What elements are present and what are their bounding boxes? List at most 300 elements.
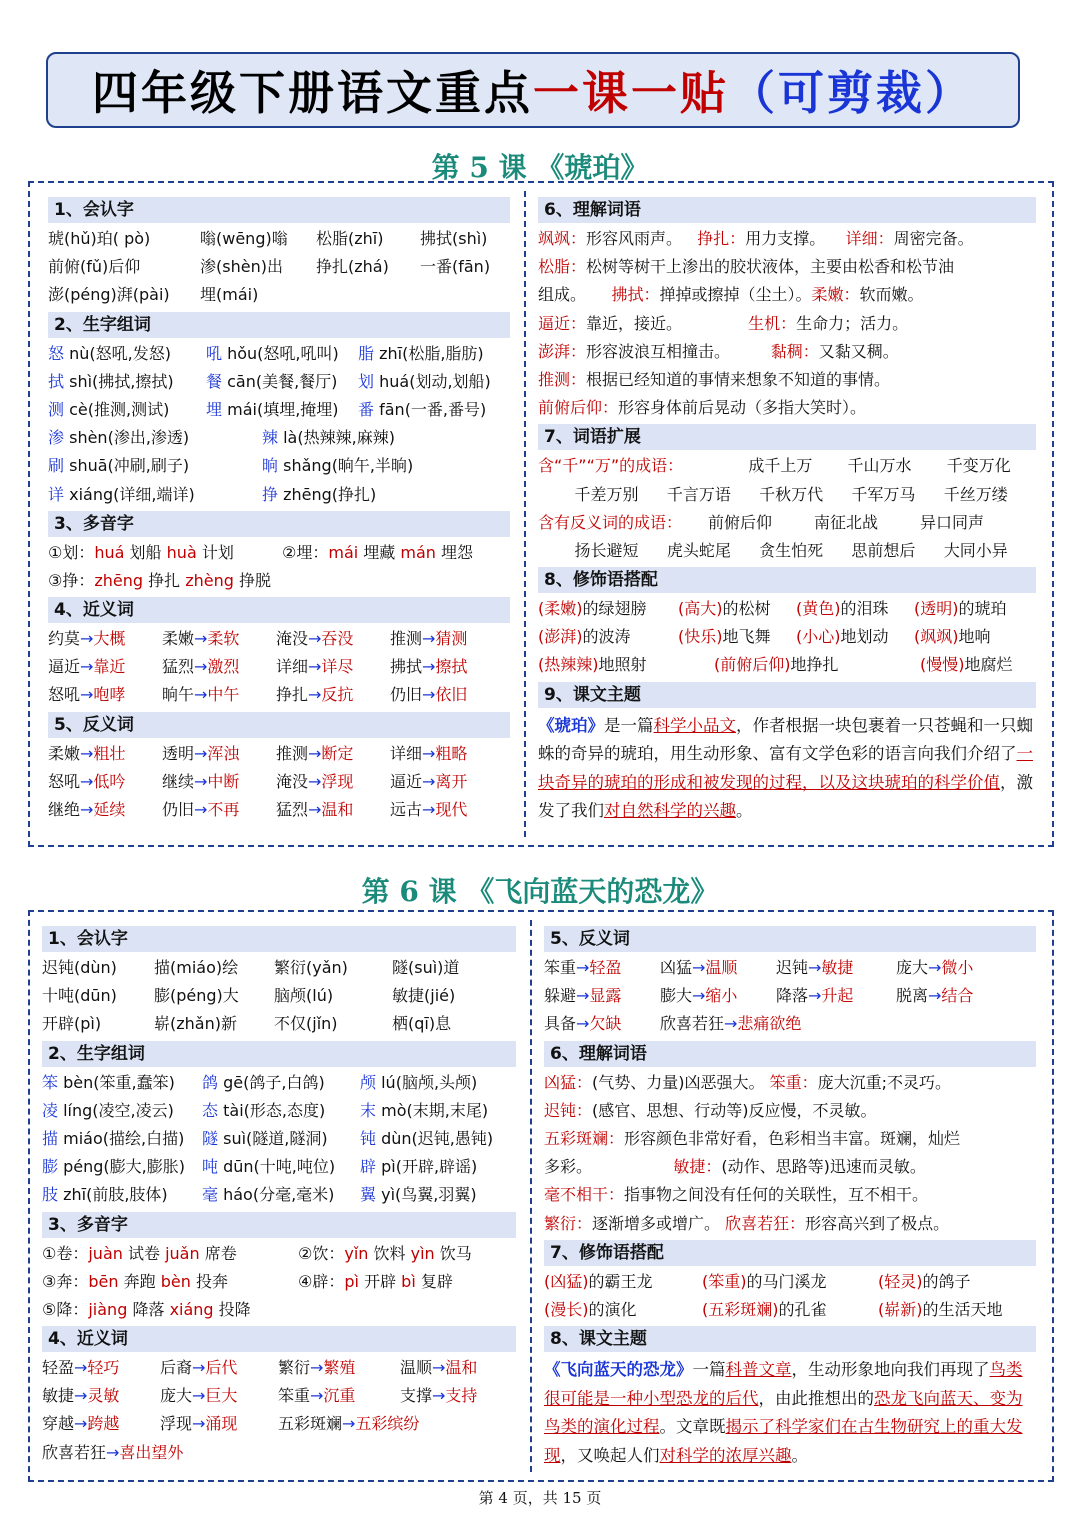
arrow-icon: → bbox=[576, 986, 590, 1006]
idiom: 前俯后仰 bbox=[708, 512, 773, 532]
arrow-icon: → bbox=[80, 629, 94, 649]
char: 餐 bbox=[206, 371, 223, 391]
pair-word: 繁殖 bbox=[323, 1358, 356, 1378]
arrow-icon: → bbox=[422, 771, 436, 791]
word-pair bbox=[776, 954, 896, 982]
char-words: suì(隧道,隧洞) bbox=[223, 1128, 328, 1148]
arrow-icon: → bbox=[422, 743, 436, 763]
arrow-icon: → bbox=[80, 657, 94, 677]
pair-word: 轻巧 bbox=[87, 1358, 120, 1378]
char: 态 bbox=[202, 1100, 219, 1120]
char: 划 bbox=[358, 371, 375, 391]
modifier: (小心) bbox=[796, 627, 841, 647]
char-words: hǒu(怒吼,吼叫) bbox=[227, 343, 339, 363]
char-group bbox=[360, 1153, 510, 1181]
definition-part: 繁衍： bbox=[544, 1213, 593, 1233]
word-pair bbox=[390, 768, 508, 796]
arrow-icon: → bbox=[576, 958, 590, 977]
word-pair bbox=[42, 1410, 160, 1438]
char-words: tài(形态,态度) bbox=[223, 1100, 326, 1120]
char-words: shì(拂拭,擦拭) bbox=[69, 371, 174, 391]
char-group bbox=[48, 396, 206, 424]
word-pair bbox=[544, 954, 660, 982]
word: 继绝 bbox=[48, 800, 81, 819]
word-pair bbox=[276, 681, 390, 709]
word: 脱离 bbox=[896, 986, 929, 1006]
modifier: (轻灵) bbox=[878, 1271, 923, 1291]
noun: 的演化 bbox=[588, 1299, 637, 1319]
pinyin: yǐn bbox=[344, 1243, 369, 1263]
word-pair bbox=[390, 653, 508, 681]
modifier-pair bbox=[920, 651, 1036, 679]
arrow-icon: → bbox=[928, 958, 942, 977]
arrow-icon: → bbox=[192, 1414, 206, 1434]
char-group bbox=[48, 424, 262, 452]
arrow-icon: → bbox=[808, 958, 822, 977]
definition-part: 指事物之间没有任何的关联性，互不相干。 bbox=[624, 1185, 929, 1205]
definition-part: 多彩。 bbox=[544, 1157, 674, 1177]
text-row bbox=[538, 366, 1036, 394]
word-pair bbox=[660, 982, 776, 1010]
text-row bbox=[544, 1153, 1036, 1181]
char: 番 bbox=[358, 399, 375, 419]
definition-part: 逼近： bbox=[538, 313, 587, 333]
text-row bbox=[544, 1097, 1036, 1125]
text-row bbox=[544, 982, 1036, 1010]
word: 柔嫩 bbox=[48, 743, 81, 763]
text-row bbox=[538, 651, 1036, 679]
idiom: 千山万水 bbox=[847, 456, 912, 476]
word: 透明 bbox=[162, 743, 195, 763]
char-group bbox=[262, 424, 502, 452]
char: 晌 bbox=[262, 456, 279, 476]
pair-word: 擦拭 bbox=[435, 657, 468, 677]
modifier-pair bbox=[538, 651, 714, 679]
definition-part: 逐渐增多或增广。 bbox=[592, 1213, 726, 1233]
word-with-pinyin: 迟钝(dùn) bbox=[42, 958, 117, 977]
char: 测 bbox=[48, 399, 65, 419]
word: 推测 bbox=[390, 629, 423, 649]
arrow-icon: → bbox=[74, 1386, 88, 1406]
text-row bbox=[42, 1125, 516, 1153]
arrow-icon: → bbox=[432, 1386, 446, 1406]
pinyin: juàn bbox=[88, 1243, 123, 1263]
theme-text: 。文章既 bbox=[659, 1417, 726, 1437]
noun: 的孔雀 bbox=[778, 1299, 827, 1319]
noun: 的松树 bbox=[722, 599, 771, 619]
word: 淹没 bbox=[276, 771, 309, 791]
section-head: 2、生字组词 bbox=[42, 1041, 516, 1067]
modifier-pair bbox=[878, 1296, 1028, 1324]
definition-part: (动作、思路等)迅速而灵敏。 bbox=[721, 1157, 926, 1177]
char-words: dùn(迟钝,愚钝) bbox=[381, 1128, 494, 1148]
idiom-category: 含有反义词的成语： bbox=[538, 512, 683, 532]
polyphone-group bbox=[282, 539, 510, 567]
idiom: 千差万别 bbox=[574, 484, 639, 504]
text-row bbox=[48, 653, 510, 681]
word-pair bbox=[278, 1382, 400, 1410]
char-group bbox=[206, 340, 358, 368]
modifier-pair bbox=[538, 623, 678, 651]
word: 仍旧 bbox=[390, 685, 423, 705]
arrow-icon: → bbox=[724, 1014, 738, 1034]
char: 详 bbox=[48, 484, 65, 504]
text-row bbox=[42, 1354, 516, 1382]
arrow-icon: → bbox=[692, 958, 706, 977]
pair-word: 粗略 bbox=[435, 743, 468, 763]
arrow-icon: → bbox=[342, 1414, 356, 1434]
text-row bbox=[42, 1010, 516, 1038]
modifier-pair bbox=[538, 595, 678, 623]
polyphone-label: ③挣： bbox=[48, 570, 95, 590]
char-group bbox=[48, 481, 262, 509]
text-row bbox=[42, 1296, 516, 1324]
definition-part: 组成。 bbox=[538, 285, 612, 305]
word: 开辟 bbox=[364, 1271, 397, 1291]
pinyin: bēn bbox=[88, 1271, 119, 1291]
text-row bbox=[42, 1181, 516, 1209]
text-row bbox=[48, 481, 510, 509]
text-row bbox=[48, 253, 510, 281]
noun: 地照射 bbox=[598, 655, 647, 675]
char: 末 bbox=[360, 1100, 377, 1120]
lesson5-title: 第 5 课 《琥珀》 bbox=[431, 151, 649, 184]
section-head: 7、修饰语搭配 bbox=[544, 1240, 1036, 1266]
word: 凶猛 bbox=[660, 958, 693, 977]
theme-text: 一块奇异的琥珀的形成和被发现的过程，以及这块琥珀的科学价值 bbox=[538, 744, 1033, 792]
word: 仍旧 bbox=[162, 800, 195, 819]
text-row bbox=[538, 452, 1036, 480]
pair-word: 跨越 bbox=[87, 1414, 120, 1434]
polyphone-group bbox=[42, 1296, 298, 1324]
word-pair bbox=[400, 1382, 504, 1410]
polyphone-group bbox=[48, 539, 282, 567]
char-group bbox=[262, 452, 502, 480]
word-pair bbox=[162, 681, 276, 709]
idiom: 大同小异 bbox=[943, 540, 1008, 560]
idiom: 贪生怕死 bbox=[759, 540, 824, 560]
pair-word: 温和 bbox=[445, 1358, 478, 1378]
idiom: 千军万马 bbox=[851, 484, 916, 504]
pinyin: juǎn bbox=[165, 1243, 200, 1263]
word-pair bbox=[660, 954, 776, 982]
pair-word: 结合 bbox=[941, 986, 974, 1006]
char-group bbox=[206, 368, 358, 396]
definition-part: 庞大沉重;不灵巧。 bbox=[817, 1072, 952, 1092]
arrow-icon: → bbox=[80, 743, 94, 763]
theme-text: 科学小品文 bbox=[653, 715, 736, 735]
word-pair bbox=[162, 653, 276, 681]
char-words: bèn(笨重,蠢笨) bbox=[63, 1072, 175, 1092]
pair-word: 断定 bbox=[321, 743, 354, 763]
idiom: 千丝万缕 bbox=[943, 484, 1008, 504]
char: 刷 bbox=[48, 456, 65, 476]
theme-text: 揭示了科学家们在古生物研究上的重大发现 bbox=[544, 1417, 1023, 1465]
word-with-pinyin: 崭(zhǎn)新 bbox=[154, 1014, 237, 1034]
spacer bbox=[538, 481, 575, 509]
word: 划船 bbox=[129, 542, 162, 562]
text-row bbox=[538, 537, 1036, 565]
pair-word: 靠近 bbox=[93, 657, 126, 677]
theme-text: ，作者根据一块包裹着一只苍蝇和一只蜘蛛的奇异的琥珀，用生动形象、富有文学色彩的语言向我们介绍了 bbox=[538, 715, 1033, 764]
text-row bbox=[48, 396, 510, 424]
text-row bbox=[48, 567, 510, 595]
char-words: háo(分毫,毫米) bbox=[223, 1185, 335, 1205]
modifier-pair bbox=[914, 623, 1034, 651]
modifier-pair bbox=[796, 623, 914, 651]
polyphone-label: ①卷： bbox=[42, 1243, 89, 1263]
definition-part: 欣喜若狂： bbox=[725, 1213, 806, 1233]
modifier: (高大) bbox=[678, 599, 723, 619]
theme-text: 鸟类很可能是一种小型恐龙的后代 bbox=[544, 1360, 1023, 1408]
char: 笨 bbox=[42, 1072, 59, 1092]
char-group bbox=[206, 396, 358, 424]
modifier-pair bbox=[678, 595, 796, 623]
char-words: zhēng(挣扎) bbox=[283, 484, 377, 504]
text-row bbox=[544, 1181, 1036, 1209]
text-row bbox=[48, 539, 510, 567]
pair-word: 微小 bbox=[941, 958, 974, 977]
word: 后裔 bbox=[160, 1358, 193, 1378]
arrow-icon: → bbox=[80, 685, 94, 705]
definition-part: (感官、思想、行动等)反应慢，不灵敏。 bbox=[592, 1100, 877, 1120]
definition-part: 迟钝： bbox=[544, 1100, 593, 1120]
pair-word: 现代 bbox=[435, 800, 468, 819]
noun: 地腐烂 bbox=[964, 655, 1013, 675]
pair-word: 吞没 bbox=[321, 629, 354, 649]
word-pair bbox=[544, 1010, 660, 1038]
section-head: 3、多音字 bbox=[42, 1212, 516, 1238]
arrow-icon: → bbox=[192, 1358, 206, 1378]
definition-part: 拂拭： bbox=[611, 285, 660, 305]
section-head: 8、修饰语搭配 bbox=[538, 567, 1036, 593]
word-with-pinyin: 一番(fān) bbox=[420, 257, 491, 277]
word-with-pinyin: 前俯(fǔ)后仰 bbox=[48, 257, 141, 277]
word: 约莫 bbox=[48, 629, 81, 649]
modifier: (飒飒) bbox=[914, 627, 959, 647]
word: 推测 bbox=[276, 743, 309, 763]
pair-word: 大概 bbox=[93, 629, 126, 649]
text-row bbox=[42, 1153, 516, 1181]
word-pair bbox=[48, 653, 162, 681]
noun: 的琥珀 bbox=[958, 599, 1007, 619]
word: 柔嫩 bbox=[162, 629, 195, 649]
pair-word: 巨大 bbox=[205, 1386, 238, 1406]
char-words: nù(怒吼,发怒) bbox=[69, 343, 171, 363]
word-pair bbox=[544, 982, 660, 1010]
pair-word: 沉重 bbox=[323, 1386, 356, 1406]
word-with-pinyin: 敏捷(jié) bbox=[392, 986, 456, 1006]
pinyin: xiáng bbox=[169, 1299, 214, 1319]
arrow-icon: → bbox=[808, 986, 822, 1006]
word-pair bbox=[276, 653, 390, 681]
char: 毫 bbox=[202, 1185, 219, 1205]
word-with-pinyin: 描(miáo)绘 bbox=[154, 958, 239, 977]
polyphone-group bbox=[48, 567, 282, 595]
word: 拂拭 bbox=[390, 657, 423, 677]
theme-text: 对科学的浓厚兴趣 bbox=[659, 1445, 792, 1465]
char: 吼 bbox=[206, 343, 223, 363]
idiom-category: 含“千”“万”的成语： bbox=[538, 456, 684, 476]
pair-word: 欠缺 bbox=[589, 1014, 622, 1034]
theme-text: 《琥珀》 bbox=[538, 715, 604, 735]
pair-word: 轻盈 bbox=[589, 958, 622, 977]
lesson5-divider bbox=[524, 191, 526, 837]
char: 辣 bbox=[262, 428, 279, 448]
theme-text: ，生动形象地向我们再现了 bbox=[791, 1360, 990, 1380]
char: 拭 bbox=[48, 371, 65, 391]
polyphone-group bbox=[298, 1268, 508, 1296]
text-row bbox=[48, 625, 510, 653]
text-row bbox=[48, 340, 510, 368]
char: 脂 bbox=[358, 343, 375, 363]
word-pair bbox=[276, 740, 390, 768]
word-pair bbox=[48, 625, 162, 653]
pinyin: zhēng bbox=[94, 570, 144, 590]
polyphone-label: ④辟： bbox=[298, 1271, 345, 1291]
section-head: 3、多音字 bbox=[48, 511, 510, 537]
arrow-icon: → bbox=[80, 800, 94, 819]
char-words: mái(填埋,掩埋) bbox=[227, 399, 339, 419]
word: 挣扎 bbox=[276, 685, 309, 705]
section-head: 9、课文主题 bbox=[538, 682, 1036, 708]
modifier-pair bbox=[678, 623, 796, 651]
char: 怒 bbox=[48, 343, 65, 363]
spacer bbox=[420, 281, 510, 309]
pair-word: 详尽 bbox=[321, 657, 354, 677]
modifier: (前俯后仰) bbox=[714, 655, 791, 675]
modifier: (快乐) bbox=[678, 627, 723, 647]
modifier: (透明) bbox=[914, 599, 959, 619]
text-row bbox=[544, 1010, 1036, 1038]
char-group bbox=[360, 1125, 510, 1153]
idiom: 南征北战 bbox=[814, 512, 879, 532]
arrow-icon: → bbox=[310, 1358, 324, 1378]
polyphone-group bbox=[298, 1240, 508, 1268]
char-words: là(热辣辣,麻辣) bbox=[283, 428, 395, 448]
char-group bbox=[358, 396, 510, 424]
word: 具备 bbox=[544, 1014, 577, 1034]
char-words: péng(膨大,膨胀) bbox=[63, 1157, 185, 1177]
pair-word: 依旧 bbox=[435, 685, 468, 705]
text-row bbox=[538, 595, 1036, 623]
pair-word: 中断 bbox=[207, 771, 240, 791]
char-words: yì(鸟翼,羽翼) bbox=[381, 1185, 477, 1205]
section-head: 7、词语扩展 bbox=[538, 424, 1036, 450]
char-group bbox=[48, 452, 262, 480]
text-row bbox=[538, 310, 1036, 338]
text-row bbox=[48, 796, 510, 824]
text-row bbox=[42, 1097, 516, 1125]
pair-word: 温和 bbox=[321, 800, 354, 819]
arrow-icon: → bbox=[194, 771, 208, 791]
arrow-icon: → bbox=[422, 657, 436, 677]
noun: 地响 bbox=[958, 627, 991, 647]
word-pair bbox=[160, 1382, 278, 1410]
definition-part: 形容波浪互相撞击。 bbox=[586, 341, 771, 361]
word: 庞大 bbox=[160, 1386, 193, 1406]
spacer bbox=[316, 281, 420, 309]
word-pair bbox=[48, 796, 162, 824]
idiom: 扬长避短 bbox=[574, 540, 639, 560]
word: 浮现 bbox=[160, 1414, 193, 1434]
char-words: líng(凌空,凌云) bbox=[63, 1100, 174, 1120]
text-row bbox=[538, 509, 1036, 537]
modifier: (慢慢) bbox=[920, 655, 965, 675]
word-pair bbox=[276, 796, 390, 824]
arrow-icon: → bbox=[80, 771, 94, 791]
char-words: zhī(前肢,肢体) bbox=[63, 1185, 168, 1205]
char-group bbox=[42, 1097, 202, 1125]
noun: 的马门溪龙 bbox=[746, 1271, 827, 1291]
char-words: shèn(渗出,渗透) bbox=[69, 428, 190, 448]
theme-text: 。 bbox=[736, 801, 753, 821]
text-row bbox=[42, 982, 516, 1010]
word-pair bbox=[160, 1410, 278, 1438]
text-row bbox=[48, 225, 510, 253]
pinyin: huà bbox=[166, 542, 197, 562]
modifier-pair bbox=[544, 1268, 702, 1296]
lesson6-title: 第 6 课 《飞向蓝天的恐龙》 bbox=[361, 875, 719, 908]
text-row bbox=[42, 954, 516, 982]
word: 迟钝 bbox=[776, 958, 809, 977]
modifier: (柔嫩) bbox=[538, 599, 583, 619]
text-row bbox=[42, 1240, 516, 1268]
lesson6-divider bbox=[530, 920, 532, 1472]
text-row bbox=[48, 681, 510, 709]
pair-word: 支持 bbox=[445, 1386, 478, 1406]
arrow-icon: → bbox=[194, 629, 208, 649]
theme-text: 。 bbox=[791, 1445, 808, 1465]
pair-word: 低吟 bbox=[93, 771, 126, 791]
word-pair bbox=[42, 1439, 282, 1467]
char: 鸽 bbox=[202, 1072, 219, 1092]
pinyin: mán bbox=[400, 542, 436, 562]
polyphone-label: ②埋： bbox=[282, 542, 329, 562]
modifier-pair bbox=[914, 595, 1034, 623]
definition-part: 掸掉或擦掉（尘土）。 bbox=[659, 285, 812, 305]
word: 试卷 bbox=[127, 1243, 160, 1263]
modifier: (澎湃) bbox=[538, 627, 583, 647]
noun: 的泪珠 bbox=[840, 599, 889, 619]
definition-part: 松脂： bbox=[538, 257, 587, 277]
char-words: cān(美餐,餐厅) bbox=[227, 371, 338, 391]
definition-part: 挣扎： bbox=[697, 229, 746, 248]
theme-text: 恐龙飞向蓝天、变为鸟类的演化过程 bbox=[544, 1388, 1023, 1437]
word: 躲避 bbox=[544, 986, 577, 1006]
char: 膨 bbox=[42, 1157, 59, 1177]
char-group bbox=[42, 1069, 202, 1097]
definition-part: 形容身体前后晃动（多指大笑时）。 bbox=[618, 398, 867, 418]
theme-text: 《飞向蓝天的恐龙》 bbox=[544, 1360, 693, 1380]
text-row bbox=[544, 1210, 1036, 1238]
pair-word: 温顺 bbox=[705, 958, 738, 977]
definition-part: 生机： bbox=[748, 313, 797, 333]
char-group bbox=[202, 1181, 360, 1209]
word-pair bbox=[276, 625, 390, 653]
pair-word: 柔软 bbox=[207, 629, 240, 649]
spacer bbox=[538, 537, 575, 565]
word-with-pinyin: 隧(suì)道 bbox=[392, 958, 460, 977]
word: 挣脱 bbox=[239, 570, 272, 590]
noun: 的生活天地 bbox=[922, 1299, 1003, 1319]
word-pair bbox=[776, 982, 896, 1010]
char-group bbox=[42, 1181, 202, 1209]
arrow-icon: → bbox=[194, 743, 208, 763]
lesson5-right-column bbox=[538, 195, 1036, 826]
word: 笨重 bbox=[544, 958, 577, 977]
char-group bbox=[202, 1153, 360, 1181]
